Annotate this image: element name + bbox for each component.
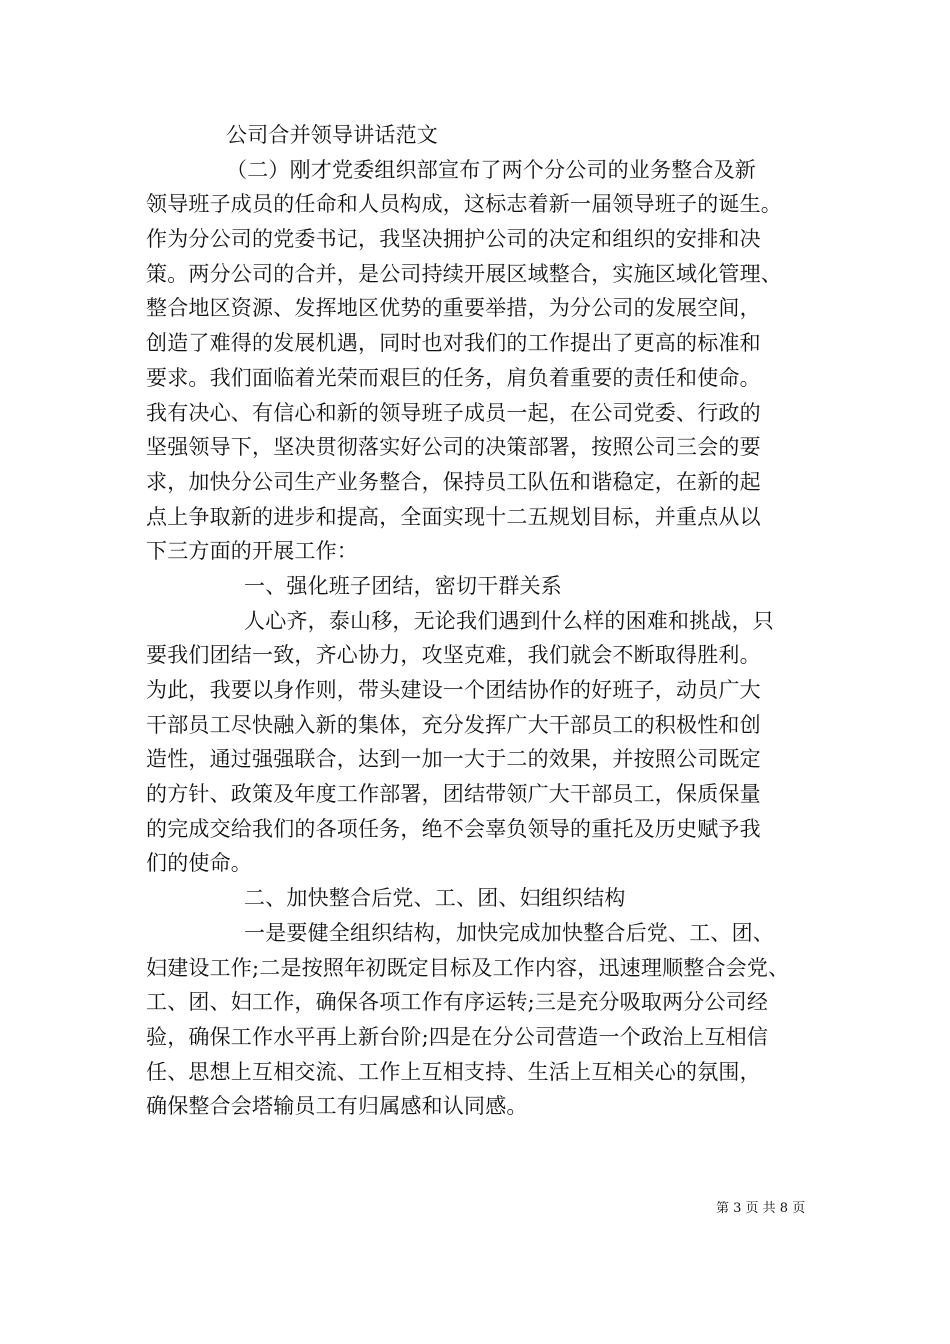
paragraph-line: 下三方面的开展工作： [146, 539, 358, 564]
paragraph-line: 造性，通过强强联合，达到一加一大于二的效果，并按照公司既定 [146, 747, 761, 772]
paragraph-line: 人心齐，泰山移，无论我们遇到什么样的困难和挑战，只 [244, 608, 774, 633]
paragraph-line: 的完成交给我们的各项任务，绝不会辜负领导的重托及历史赋予我 [146, 816, 761, 841]
paragraph-line: 策。两分公司的合并，是公司持续开展区域整合，实施区域化管理、 [146, 261, 782, 286]
paragraph-line: 工、团、妇工作，确保各项工作有序运转;三是充分吸取两分公司经 [146, 990, 769, 1015]
paragraph-line: （二）刚才党委组织部宣布了两个分公司的业务整合及新 [226, 157, 756, 182]
section-heading: 二、加快整合后党、工、团、妇组织结构 [244, 886, 626, 911]
paragraph-line: 创造了难得的发展机遇，同时也对我们的工作提出了更高的标准和 [146, 331, 761, 356]
document-body [146, 118, 816, 1124]
paragraph-line: 为此，我要以身作则，带头建设一个团结协作的好班子，动员广大 [146, 678, 761, 702]
paragraph-line: 们的使命。 [146, 851, 252, 876]
paragraph-line: 妇建设工作;二是按照年初既定目标及工作内容，迅速理顺整合会党、 [146, 955, 790, 980]
paragraph-line: 任、思想上互相交流、工作上互相支持、生活上互相关心的氛围， [146, 1059, 761, 1084]
paragraph-line: 求，加快分公司生产业务整合，保持员工队伍和谐稳定，在新的起 [146, 469, 761, 494]
paragraph-line: 领导班子成员的任命和人员构成，这标志着新一届领导班子的诞生。 [146, 192, 782, 217]
paragraph-line: 我有决心、有信心和新的领导班子成员一起，在公司党委、行政的 [146, 400, 761, 425]
paragraph-line: 验，确保工作水平再上新台阶;四是在分公司营造一个政治上互相信 [146, 1024, 769, 1049]
paragraph-line: 作为分公司的党委书记，我坚决拥护公司的决定和组织的安排和决 [146, 227, 761, 252]
paragraph-line: 点上争取新的进步和提高，全面实现十二五规划目标，并重点从以 [146, 504, 761, 529]
paragraph-line: 确保整合会塔输员工有归属感和认同感。 [146, 1094, 528, 1119]
paragraph-line: 要求。我们面临着光荣而艰巨的任务，肩负着重要的责任和使命。 [146, 365, 761, 390]
paragraph-line: 要我们团结一致，齐心协力，攻坚克难，我们就会不断取得胜利。 [146, 643, 761, 668]
paragraph-line: 干部员工尽快融入新的集体，充分发挥广大干部员工的积极性和创 [146, 712, 761, 737]
page-number: 第 3 页 共 8 页 [716, 1201, 806, 1216]
paragraph-line: 整合地区资源、发挥地区优势的重要举措，为分公司的发展空间， [146, 296, 761, 321]
paragraph-line: 一是要健全组织结构，加快完成加快整合后党、工、团、 [244, 920, 774, 945]
document-title: 公司合并领导讲话范文 [226, 123, 438, 147]
section-heading: 一、强化班子团结，密切干群关系 [244, 573, 562, 598]
paragraph-line: 坚强领导下，坚决贯彻落实好公司的决策部署，按照公司三会的要 [146, 435, 761, 460]
paragraph-line: 的方针、政策及年度工作部署，团结带领广大干部员工，保质保量 [146, 782, 761, 807]
